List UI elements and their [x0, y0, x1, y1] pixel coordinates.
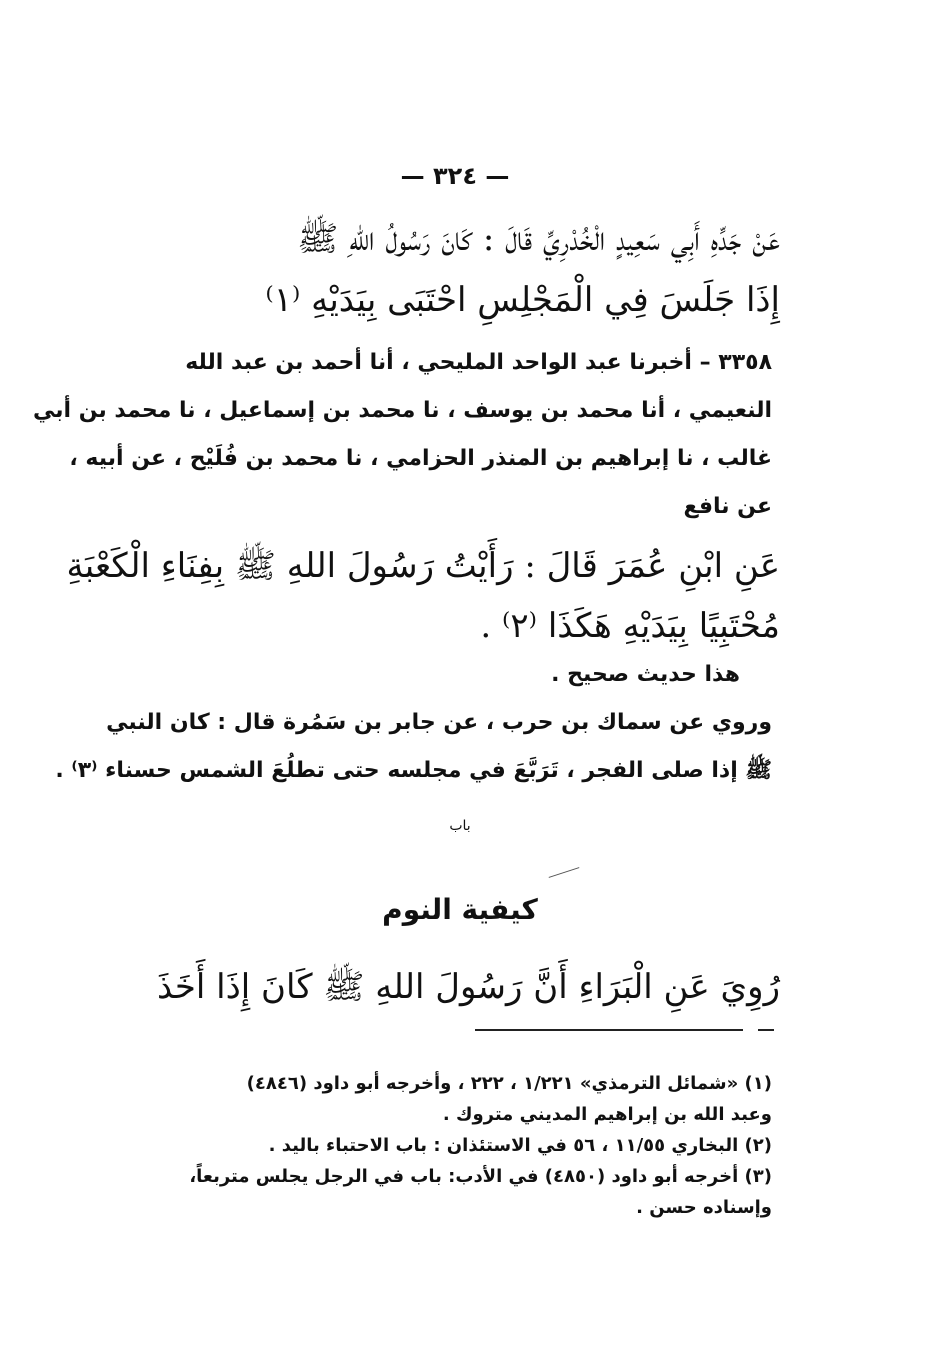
chapter-title: كيفية النوم: [382, 893, 538, 926]
isnad-line-1: ٣٣٥٨ – أخبرنا عبد الواحد المليحي ، أنا أحمد بن عبد الله: [185, 350, 772, 375]
riwaya-line-2: ﷺ إذا صلى الفجر ، تَرَبَّعَ في مجلسه حتى تطلُعَ الشمس حسناء ⁽٣⁾ .: [55, 758, 772, 783]
hadith-line-1: عَنِ ابْنِ عُمَرَ قَالَ : رَأَيْتُ رَسُولَ اللهِ ﷺ بِفِنَاءِ الْكَعْبَةِ: [66, 546, 780, 586]
chapter-bab-label: باب: [449, 818, 471, 834]
isnad-line-2: النعيمي ، أنا محمد بن يوسف ، نا محمد بن إسماعيل ، نا محمد بن أبي: [32, 398, 772, 423]
footnote-separator: [475, 1029, 743, 1031]
footnote-1-line-1: (١) «شمائل الترمذي» ١/٢٢١ ، ٢٢٢ ، وأخرجه أبو داود (٤٨٤٦): [246, 1073, 772, 1094]
hadith-prev-line-2: إِذَا جَلَسَ فِي الْمَجْلِسِ احْتَبَى بِيَدَيْهِ ⁽١⁾: [265, 280, 780, 320]
footnote-separator-dash: [758, 1029, 774, 1031]
riwaya-line-1: وروي عن سماك بن حرب ، عن جابر بن سَمُرة قال : كان النبي: [106, 710, 772, 735]
footnote-2: (٢) البخاري ١١/٥٥ ، ٥٦ في الاستئذان : باب الاحتباء باليد .: [268, 1135, 772, 1156]
page-number: — ٣٢٤ —: [400, 162, 510, 190]
hadith-prev-line-1: عَنْ جَدِّهِ أَبِي سَعِيدٍ الْخُدْرِيِّ قَالَ : كَانَ رَسُولُ اللهِ ﷺ: [297, 219, 780, 259]
footnote-3-line-2: وإسناده حسن .: [636, 1197, 772, 1218]
hadith-grading: هذا حديث صحيح .: [551, 662, 740, 687]
footnote-3-line-1: (٣) أخرجه أبو داود (٤٨٥٠) في الأدب: باب في الرجل يجلس متربعاً،: [189, 1166, 772, 1187]
isnad-line-3: غالب ، نا إبراهيم بن المنذر الحزامي ، نا محمد بن فُلَيْح ، عن أبيه ،: [69, 446, 772, 471]
hadith-next-line-1: رُوِيَ عَنِ الْبَرَاءِ أَنَّ رَسُولَ اللهِ ﷺ كَانَ إِذَا أَخَذَ: [157, 967, 780, 1007]
hadith-line-2: مُحْتَبِيًا بِيَدَيْهِ هَكَذَا ⁽٢⁾ .: [480, 606, 780, 646]
isnad-line-4: عن نافع: [683, 494, 772, 519]
stray-mark: [549, 867, 580, 878]
footnote-1-line-2: وعبد الله بن إبراهيم المديني متروك .: [442, 1104, 772, 1125]
